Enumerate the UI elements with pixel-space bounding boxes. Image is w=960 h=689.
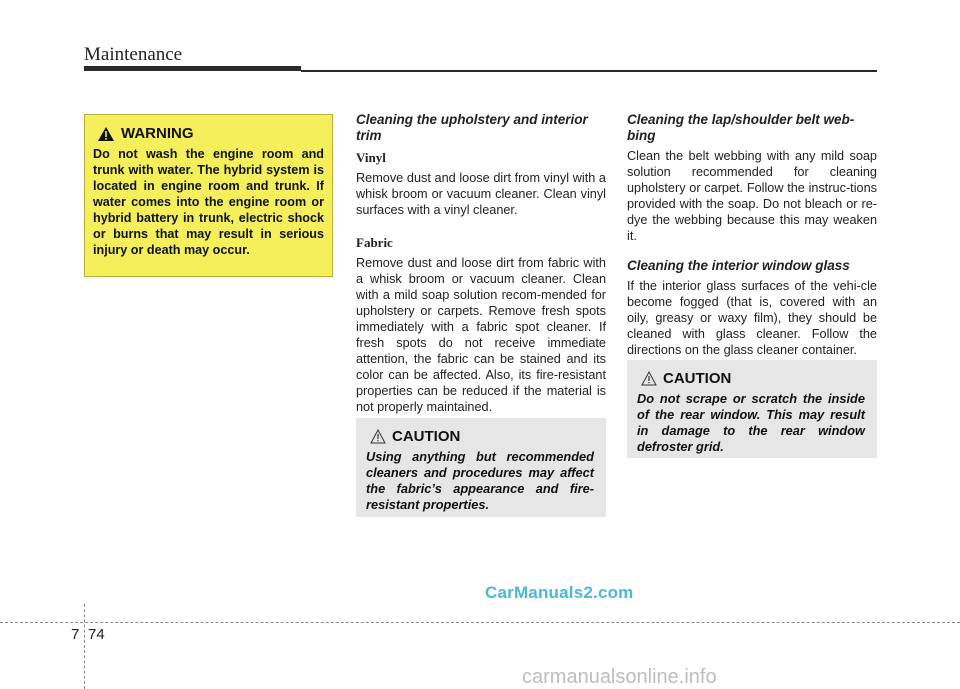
upholstery-caution-text: Using anything but recommended cleaners and procedures may affect the fabric’s appearance and fire-resistant properties. — [366, 449, 594, 512]
footer-divider — [84, 604, 85, 689]
page-title: Maintenance — [84, 44, 183, 65]
caution-triangle-icon — [641, 371, 657, 386]
warning-triangle-icon — [97, 126, 115, 142]
page-number: 74 — [88, 626, 105, 643]
vinyl-heading: Vinyl — [356, 150, 386, 165]
caution-triangle-icon — [370, 429, 386, 444]
upholstery-section — [356, 112, 606, 415]
fabric-text: Remove dust and loose dirt from fabric with a whisk broom or vacuum cleaner. Clean with a mild soap solution recom-mended for upholstery or carpets. Remove fresh spots immediately with a fabric spot cleaner. If fresh spots do not receive immediate attention, the fabric can be stained and its color can be affected. Also, its fire-resistant properties can be reduced if the material is not properly maintained. — [356, 256, 606, 414]
warning-heading — [97, 125, 324, 142]
warning-label: WARNING — [121, 125, 194, 142]
belt-glass-section — [627, 112, 877, 358]
glass-caution-box — [627, 360, 877, 458]
glass-title: Cleaning the interior window glass — [627, 258, 850, 273]
upholstery-title: Cleaning the upholstery and interior trim — [356, 112, 588, 143]
upholstery-caution-heading — [370, 428, 594, 445]
chapter-number: 7 — [71, 626, 80, 643]
upholstery-caution-box — [356, 418, 606, 517]
site-watermark[interactable]: CarManuals2.com — [485, 583, 634, 602]
warning-text: Do not wash the engine room and trunk with water. The hybrid system is located in engine room and trunk. If water comes into the engine room or hybrid battery in trunk, electric shock or burns that may result in serious injury or death may occur. — [93, 147, 324, 257]
fabric-heading: Fabric — [356, 235, 393, 250]
header-rule-thin — [301, 70, 877, 72]
belt-title: Cleaning the lap/shoulder belt web-bing — [627, 112, 855, 143]
glass-caution-text: Do not scrape or scratch the inside of the rear window. This may result in damage to the rear window defroster grid. — [637, 391, 865, 454]
footer-rule — [0, 622, 960, 623]
glass-caution-heading — [641, 370, 865, 387]
glass-text: If the interior glass surfaces of the vehi-cle become fogged (that is, covered with an oily, greasy or waxy film), they should be cleaned with glass cleaner. Follow the directions on the glass cleaner container. — [627, 279, 877, 357]
header-rule-thick — [84, 66, 301, 71]
warning-box — [84, 114, 333, 277]
vinyl-text: Remove dust and loose dirt from vinyl with a whisk broom or vacuum cleaner. Clean vinyl surfaces with a vinyl cleaner. — [356, 171, 606, 217]
upholstery-caution-label: CAUTION — [392, 428, 461, 445]
belt-text: Clean the belt webbing with any mild soap solution recommended for cleaning upholstery or carpet. Follow the instruc-tions provided with the soap. Do not bleach or re-dye the webbing because this may weaken it. — [627, 149, 877, 243]
footer-watermark[interactable]: carmanualsonline.info — [522, 666, 717, 688]
glass-caution-label: CAUTION — [663, 370, 732, 387]
